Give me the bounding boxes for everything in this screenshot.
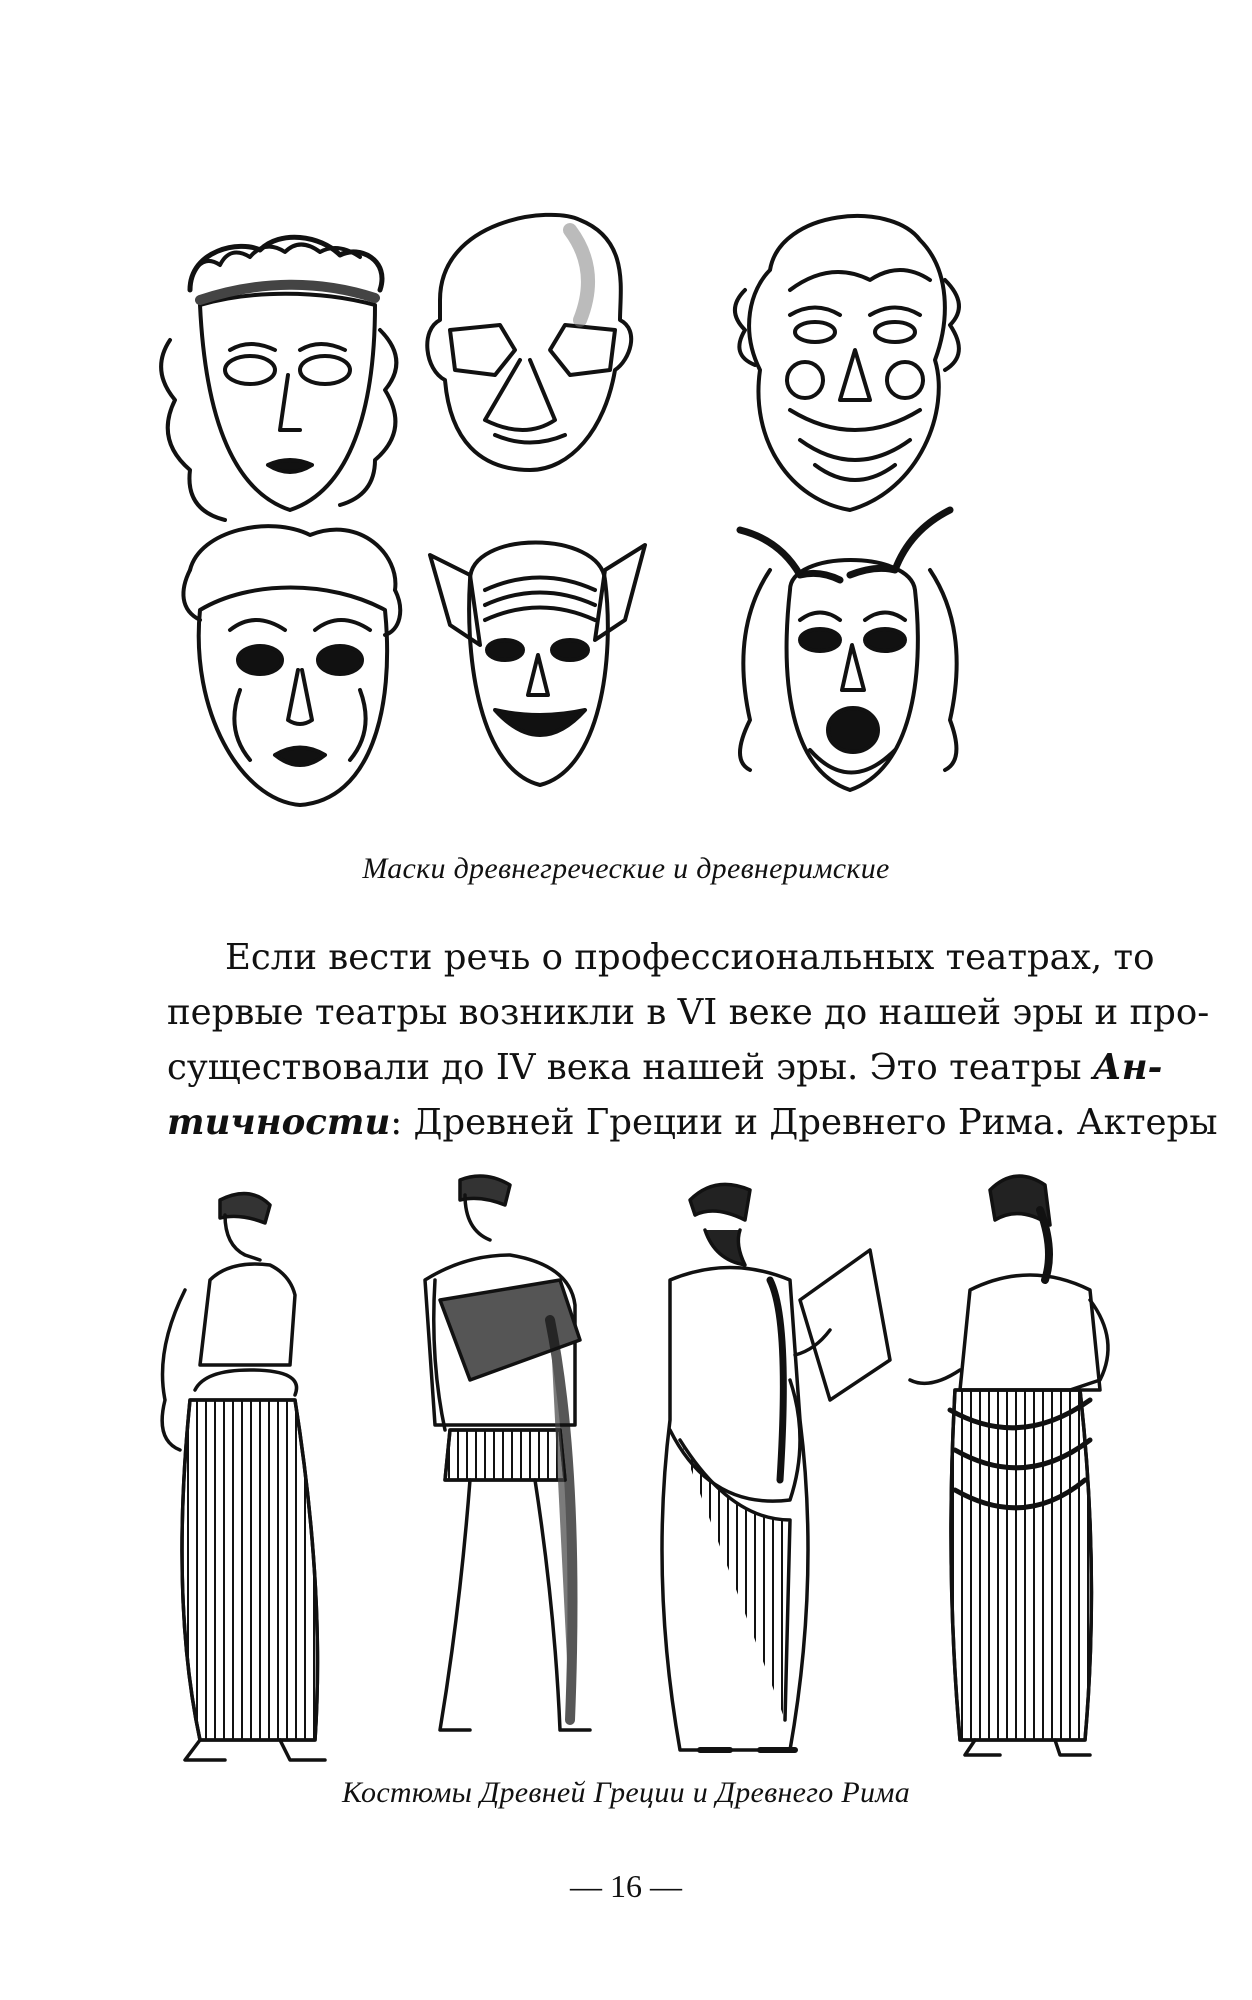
paragraph-line-3-text: существовали до IV века нашей эры. Это театры	[167, 1047, 1093, 1088]
body-paragraph	[167, 930, 1218, 1150]
figure-roman-man	[662, 1184, 890, 1750]
page-number: — 16 —	[570, 1868, 682, 1904]
figure-roman-woman	[910, 1176, 1108, 1755]
paragraph-line-1: Если вести речь о профессиональных театрах, то	[225, 937, 1155, 978]
paragraph-line-4	[167, 1095, 1218, 1150]
mask-satyr	[740, 510, 957, 790]
term-antiquity-part1: Ан-	[1092, 1047, 1163, 1088]
term-antiquity-part2: тичности	[167, 1102, 391, 1143]
mask-bearded-old-man	[735, 216, 959, 510]
masks-illustration	[150, 210, 1150, 830]
costumes-caption: Костюмы Древней Греции и Древнего Рима	[341, 1776, 911, 1809]
mask-bald-comic	[427, 215, 631, 470]
mask-wreathed-woman	[161, 237, 396, 520]
costumes-illustration	[150, 1170, 1150, 1770]
mask-eared-comic	[430, 543, 645, 786]
paragraph-line-3	[167, 1040, 1163, 1095]
figure-greek-woman	[162, 1194, 325, 1760]
masks-caption: Маски древнегреческие и древнеримские	[362, 852, 890, 885]
paragraph-line-2: первые театры возникли в VI веке до нашей эры и про-	[167, 992, 1210, 1033]
mask-wide-eyed	[183, 526, 400, 805]
paragraph-line-4-text: : Древней Греции и Древнего Рима. Актеры	[390, 1102, 1218, 1143]
figure-greek-man	[425, 1176, 590, 1730]
